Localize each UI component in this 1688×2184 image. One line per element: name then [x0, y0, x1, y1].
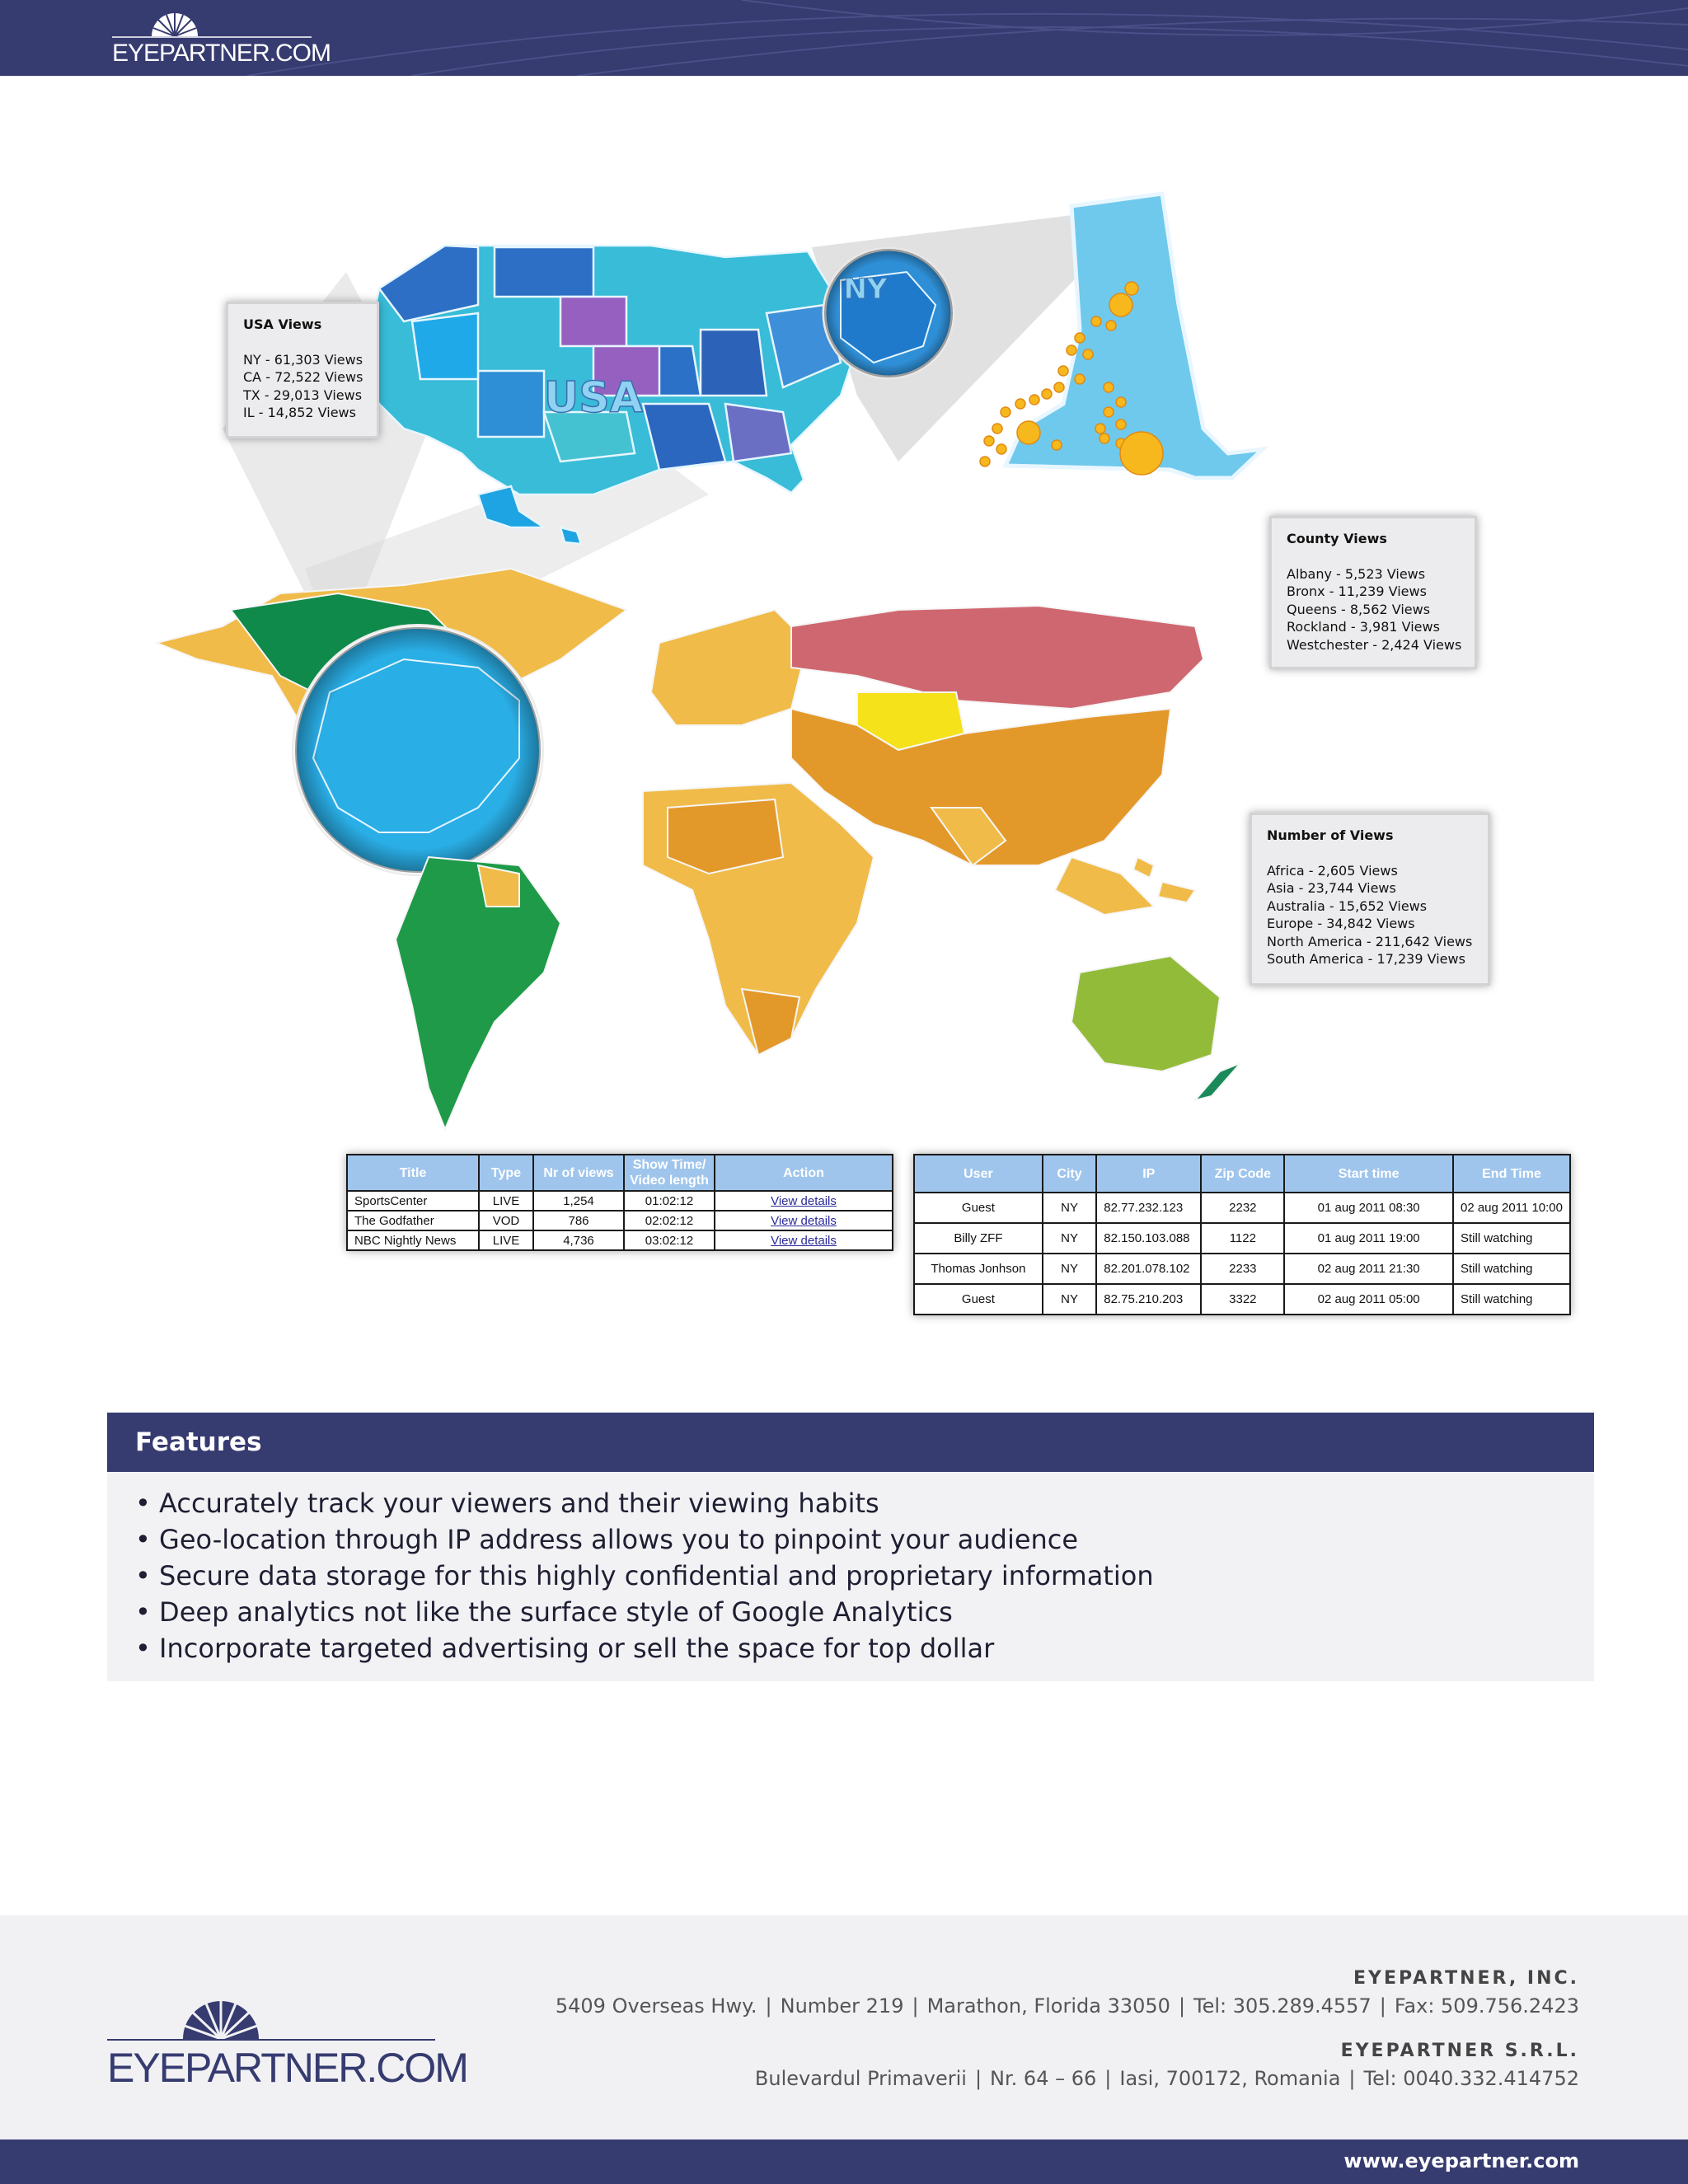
- county-views-line: Westchester - 2,424 Views: [1287, 636, 1462, 653]
- number-of-views-line: Europe - 34,842 Views: [1267, 916, 1415, 931]
- cell-city: NY: [1043, 1284, 1096, 1315]
- table-row: [914, 1223, 1570, 1254]
- sunburst-logo-icon: [112, 10, 318, 43]
- sunburst-logo-icon: [107, 1996, 437, 2046]
- cell-show-time: 03:02:12: [624, 1230, 715, 1250]
- address-part: Number 219: [780, 1994, 904, 2018]
- address-part: Bulevardul Primaverii: [754, 2067, 967, 2090]
- number-of-views-line: North America - 211,642 Views: [1267, 933, 1473, 949]
- cell-zip: 3322: [1201, 1284, 1284, 1315]
- county-views-line: Albany - 5,523 Views: [1287, 565, 1426, 582]
- view-details-link[interactable]: View details: [771, 1193, 837, 1208]
- feature-item: • Accurately track your viewers and their viewing habits: [135, 1488, 879, 1519]
- company-name-srl: EYEPARTNER S.R.L.: [1340, 2041, 1579, 2061]
- column-header-show-time: Show Time/ Video length: [624, 1155, 715, 1191]
- header-logo[interactable]: [112, 10, 331, 68]
- table-row: [347, 1191, 893, 1211]
- column-header-user: User: [914, 1155, 1043, 1193]
- cell-views: 1,254: [533, 1191, 624, 1211]
- cell-action: [715, 1211, 893, 1230]
- column-header-action: Action: [715, 1155, 893, 1191]
- column-header-end-time: End Time: [1453, 1155, 1570, 1193]
- cell-city: NY: [1043, 1254, 1096, 1284]
- table-row: [347, 1211, 893, 1230]
- cell-type: LIVE: [479, 1191, 533, 1211]
- cell-user: Billy ZFF: [914, 1223, 1043, 1254]
- cell-show-time: 01:02:12: [624, 1191, 715, 1211]
- cell-type: LIVE: [479, 1230, 533, 1250]
- view-details-link[interactable]: View details: [771, 1233, 837, 1248]
- cell-zip: 2233: [1201, 1254, 1284, 1284]
- cell-show-time: 02:02:12: [624, 1211, 715, 1230]
- footer-logo[interactable]: [107, 1996, 467, 2099]
- table-row: [914, 1284, 1570, 1315]
- feature-item: • Incorporate targeted advertising or sell the space for top dollar: [135, 1633, 995, 1664]
- address-part: Tel: 0040.332.414752: [1363, 2067, 1579, 2090]
- address-part: 5409 Overseas Hwy.: [555, 1994, 757, 2018]
- ny-lens-label: NY: [843, 273, 888, 306]
- ny-zoom-lens: [824, 249, 953, 377]
- cell-zip: 2232: [1201, 1193, 1284, 1223]
- cell-user: Guest: [914, 1193, 1043, 1223]
- number-of-views-line: South America - 17,239 Views: [1267, 951, 1465, 967]
- cell-ip: 82.201.078.102: [1096, 1254, 1201, 1284]
- header-logo-text: EYEPARTNER.COM: [112, 40, 331, 67]
- address-part: Iasi, 700172, Romania: [1119, 2067, 1341, 2090]
- footer-logo-text: EYEPARTNER.COM: [107, 2045, 467, 2091]
- cell-end-time: Still watching: [1453, 1223, 1570, 1254]
- content-table-header-row: [347, 1155, 893, 1191]
- usa-views-box: [226, 302, 379, 438]
- cell-user: Thomas Jonhson: [914, 1254, 1043, 1284]
- address-part: Nr. 64 – 66: [990, 2067, 1097, 2090]
- county-views-line: Bronx - 11,239 Views: [1287, 583, 1427, 599]
- features-section: [107, 1413, 1594, 1681]
- feature-item: • Geo-location through IP address allows you to pinpoint your audience: [135, 1524, 1079, 1555]
- cell-ip: 82.75.210.203: [1096, 1284, 1201, 1315]
- county-views-box: [1269, 516, 1477, 669]
- header-bar: [0, 0, 1688, 76]
- website-link[interactable]: www.eyepartner.com: [1343, 2149, 1579, 2172]
- column-header-title: Title: [347, 1155, 479, 1191]
- cell-city: NY: [1043, 1223, 1096, 1254]
- number-of-views-line: Australia - 15,652 Views: [1267, 898, 1428, 914]
- usa-views-title: USA Views: [243, 316, 322, 332]
- cell-views: 4,736: [533, 1230, 624, 1250]
- features-title: Features: [107, 1413, 1594, 1472]
- county-views-line: Rockland - 3,981 Views: [1287, 619, 1440, 635]
- cell-title: SportsCenter: [347, 1191, 479, 1211]
- usa-views-line: CA - 72,522 Views: [243, 369, 363, 385]
- cell-end-time: Still watching: [1453, 1254, 1570, 1284]
- number-of-views-line: Africa - 2,605 Views: [1267, 862, 1398, 879]
- cell-ip: 82.150.103.088: [1096, 1223, 1201, 1254]
- footer-bar: [0, 2139, 1688, 2184]
- cell-end-time: Still watching: [1453, 1284, 1570, 1315]
- address-srl: Bulevardul Primaverii | Nr. 64 – 66 | Iasi, 700172, Romania | Tel: 0040.332.414752: [754, 2067, 1579, 2090]
- cell-action: [715, 1191, 893, 1211]
- usa-views-line: IL - 14,852 Views: [243, 405, 356, 420]
- county-views-title: County Views: [1287, 531, 1387, 546]
- column-header-type: Type: [479, 1155, 533, 1191]
- number-of-views-box: [1250, 813, 1490, 986]
- company-name-inc: EYEPARTNER, INC.: [1353, 1968, 1579, 1989]
- number-of-views-line: Asia - 23,744 Views: [1267, 880, 1396, 896]
- feature-item: • Secure data storage for this highly confidential and proprietary information: [135, 1560, 1154, 1591]
- feature-item: • Deep analytics not like the surface style of Google Analytics: [135, 1596, 953, 1628]
- table-row: [914, 1254, 1570, 1284]
- view-details-link[interactable]: View details: [771, 1213, 837, 1228]
- cell-title: NBC Nightly News: [347, 1230, 479, 1250]
- cell-user: Guest: [914, 1284, 1043, 1315]
- column-header-zip: Zip Code: [1201, 1155, 1284, 1193]
- cell-end-time: 02 aug 2011 10:00: [1453, 1193, 1570, 1223]
- column-header-city: City: [1043, 1155, 1096, 1193]
- cell-city: NY: [1043, 1193, 1096, 1223]
- cell-type: VOD: [479, 1211, 533, 1230]
- address-part: Fax: 509.756.2423: [1394, 1994, 1579, 2018]
- county-views-line: Queens - 8,562 Views: [1287, 601, 1431, 617]
- usa-map-label: USA: [544, 373, 643, 423]
- column-header-views: Nr of views: [533, 1155, 624, 1191]
- address-part: Marathon, Florida 33050: [926, 1994, 1170, 2018]
- world-continents: [157, 569, 1240, 1129]
- features-list: [107, 1472, 1594, 1666]
- cell-zip: 1122: [1201, 1223, 1284, 1254]
- address-part: Tel: 305.289.4557: [1193, 1994, 1372, 2018]
- table-row: [914, 1193, 1570, 1223]
- column-header-ip: IP: [1096, 1155, 1201, 1193]
- column-header-start-time: Start time: [1284, 1155, 1453, 1193]
- usa-views-line: TX - 29,013 Views: [243, 387, 363, 403]
- user-sessions-table: [913, 1154, 1571, 1315]
- cell-start-time: 02 aug 2011 21:30: [1284, 1254, 1453, 1284]
- address-inc: 5409 Overseas Hwy. | Number 219 | Marathon, Florida 33050 | Tel: 305.289.4557 | Fax: 509.756.2423: [555, 1994, 1579, 2018]
- cell-title: The Godfather: [347, 1211, 479, 1230]
- table-row: [347, 1230, 893, 1250]
- cell-views: 786: [533, 1211, 624, 1230]
- content-table: [346, 1154, 893, 1251]
- usa-views-line: NY - 61,303 Views: [243, 351, 363, 368]
- cell-ip: 82.77.232.123: [1096, 1193, 1201, 1223]
- cell-action: [715, 1230, 893, 1250]
- user-table-header-row: [914, 1155, 1570, 1193]
- cell-start-time: 02 aug 2011 05:00: [1284, 1284, 1453, 1315]
- cell-start-time: 01 aug 2011 19:00: [1284, 1223, 1453, 1254]
- cell-start-time: 01 aug 2011 08:30: [1284, 1193, 1453, 1223]
- number-of-views-title: Number of Views: [1267, 827, 1394, 843]
